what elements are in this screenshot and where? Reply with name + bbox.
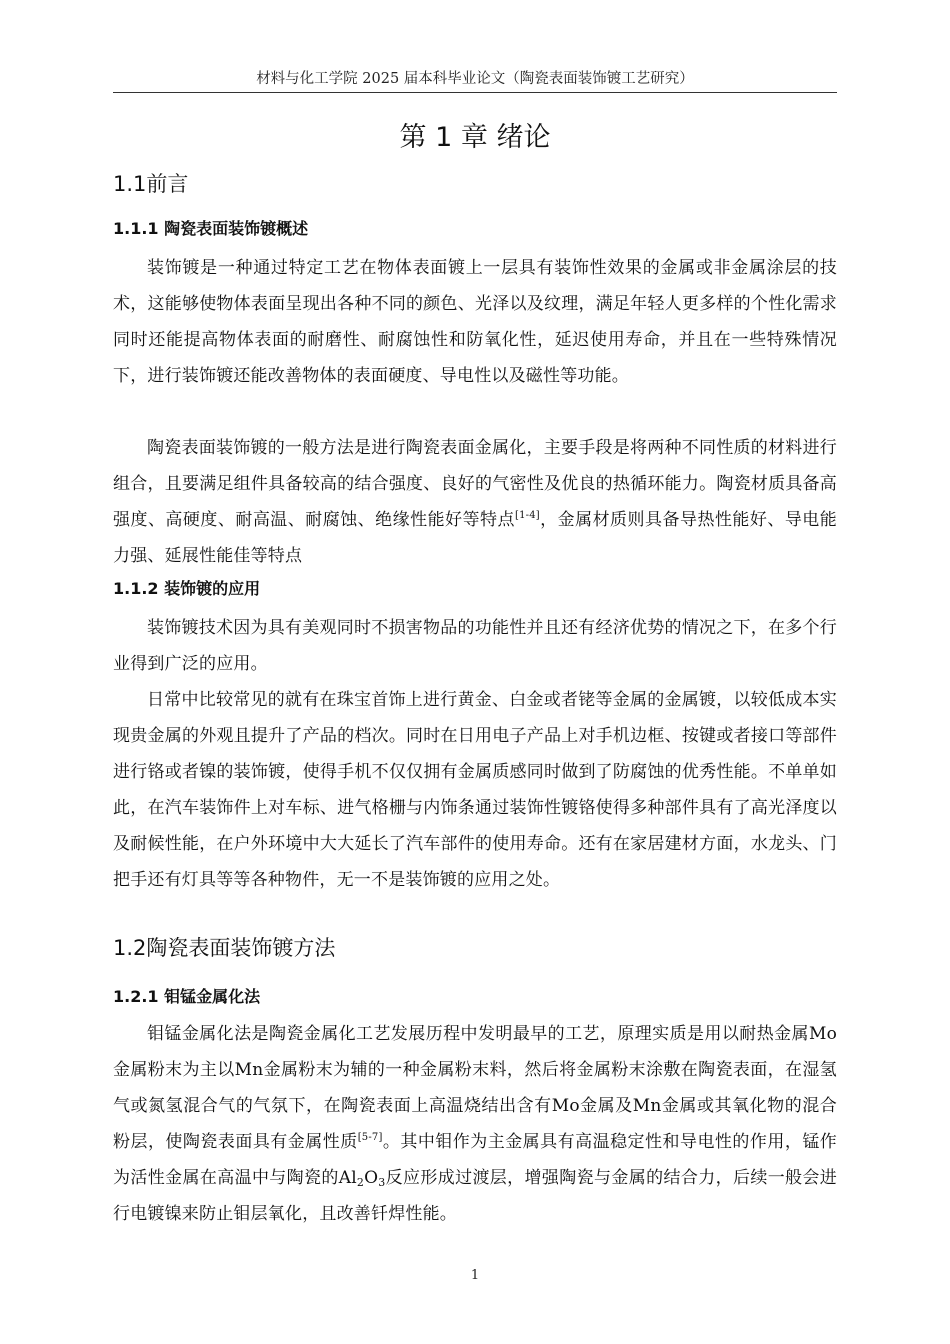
- chemical-symbol: O: [364, 1168, 379, 1188]
- section-heading-1-2: 1.2陶瓷表面装饰镀方法: [113, 936, 336, 960]
- paragraph-text: 陶瓷表面装饰镀的一般方法是进行陶瓷表面金属化，主要手段是将两种不同性质的材料进行组合，且要满足组件具备较高的结合强度、良好的气密性及优良的热循环能力。陶瓷材质具备高强度、高硬度、耐高温、耐腐蚀、绝缘性能好等特点: [113, 438, 837, 530]
- paragraph-text: 反应形成过渡层，增强陶瓷与金属的结合力，后续一般会进行电镀镍来防止钼层氧化，且改善钎焊性能。: [113, 1168, 837, 1224]
- chemical-subscript: 2: [356, 1176, 365, 1189]
- page-number: 1: [470, 1268, 480, 1283]
- paragraph-text: 。其中钼作为主金属具有高温稳定性和导电性的作用，锰作为活性金属在高温中与陶瓷的Al: [113, 1132, 837, 1188]
- paragraph-plating-applications-examples: 日常中比较常见的就有在珠宝首饰上进行黄金、白金或者铑等金属的金属镀，以较低成本实现贵金属的外观且提升了产品的档次。同时在日用电子产品上对手机边框、按键或者接口等部件进行铬或者镍的装饰镀，使得手机不仅仅拥有金属质感同时做到了防腐蚀的优秀性能。不单单如此，在汽车装饰件上对车标、进气格栅与内饰条通过装饰性镀铬使得多种部件具有了高光泽度以及耐候性能，在户外环境中大大延长了汽车部件的使用寿命。还有在家居建材方面，水龙头、门把手还有灯具等等各种物件，无一不是装饰镀的应用之处。: [113, 690, 837, 890]
- subsection-heading-1-1-1: 1.1.1 陶瓷表面装饰镀概述: [113, 219, 309, 238]
- subsection-heading-1-1-2: 1.1.2 装饰镀的应用: [113, 579, 261, 598]
- paragraph-mo-mn-metallization: [113, 1016, 837, 1232]
- section-heading-1-1: 1.1前言: [113, 172, 189, 196]
- chapter-title: 第 1 章 绪论: [399, 122, 551, 153]
- page-header: 材料与化工学院 2025 届本科毕业论文（陶瓷表面装饰镀工艺研究）: [256, 71, 694, 87]
- citation: [5-7]: [357, 1132, 383, 1143]
- chemical-subscript: 3: [378, 1176, 386, 1189]
- paragraph-decorative-plating-overview: 装饰镀是一种通过特定工艺在物体表面镀上一层具有装饰性效果的金属或非金属涂层的技术，这能够使物体表面呈现出各种不同的颜色、光泽以及纹理，满足年轻人更多样的个性化需求同时还能提高物体表面的耐磨性、耐腐蚀性和防氧化性，延迟使用寿命，并且在一些特殊情况下，进行装饰镀还能改善物体的表面硬度、导电性以及磁性等功能。: [113, 258, 837, 386]
- paragraph-text: 钼锰金属化法是陶瓷金属化工艺发展历程中发明最早的工艺，原理实质是用以耐热金属Mo金属粉末为主以Mn金属粉末为辅的一种金属粉末料，然后将金属粉末涂敷在陶瓷表面，在湿氢气或氮氢混合气的气氛下，在陶瓷表面上高温烧结出含有Mo金属及Mn金属或其氧化物的混合粉层，使陶瓷表面具有金属性质: [113, 1024, 837, 1152]
- citation: [1-4]: [514, 510, 540, 521]
- header-divider: [113, 92, 837, 93]
- paragraph-text: ，金属材质则具备导热性能好、导电能力强、延展性能佳等特点: [113, 510, 837, 566]
- subsection-heading-1-2-1: 1.2.1 钼锰金属化法: [113, 987, 261, 1006]
- paragraph-ceramic-metallization: [113, 430, 837, 574]
- paragraph-plating-applications-intro: 装饰镀技术因为具有美观同时不损害物品的功能性并且还有经济优势的情况之下，在多个行业得到广泛的应用。: [113, 618, 837, 674]
